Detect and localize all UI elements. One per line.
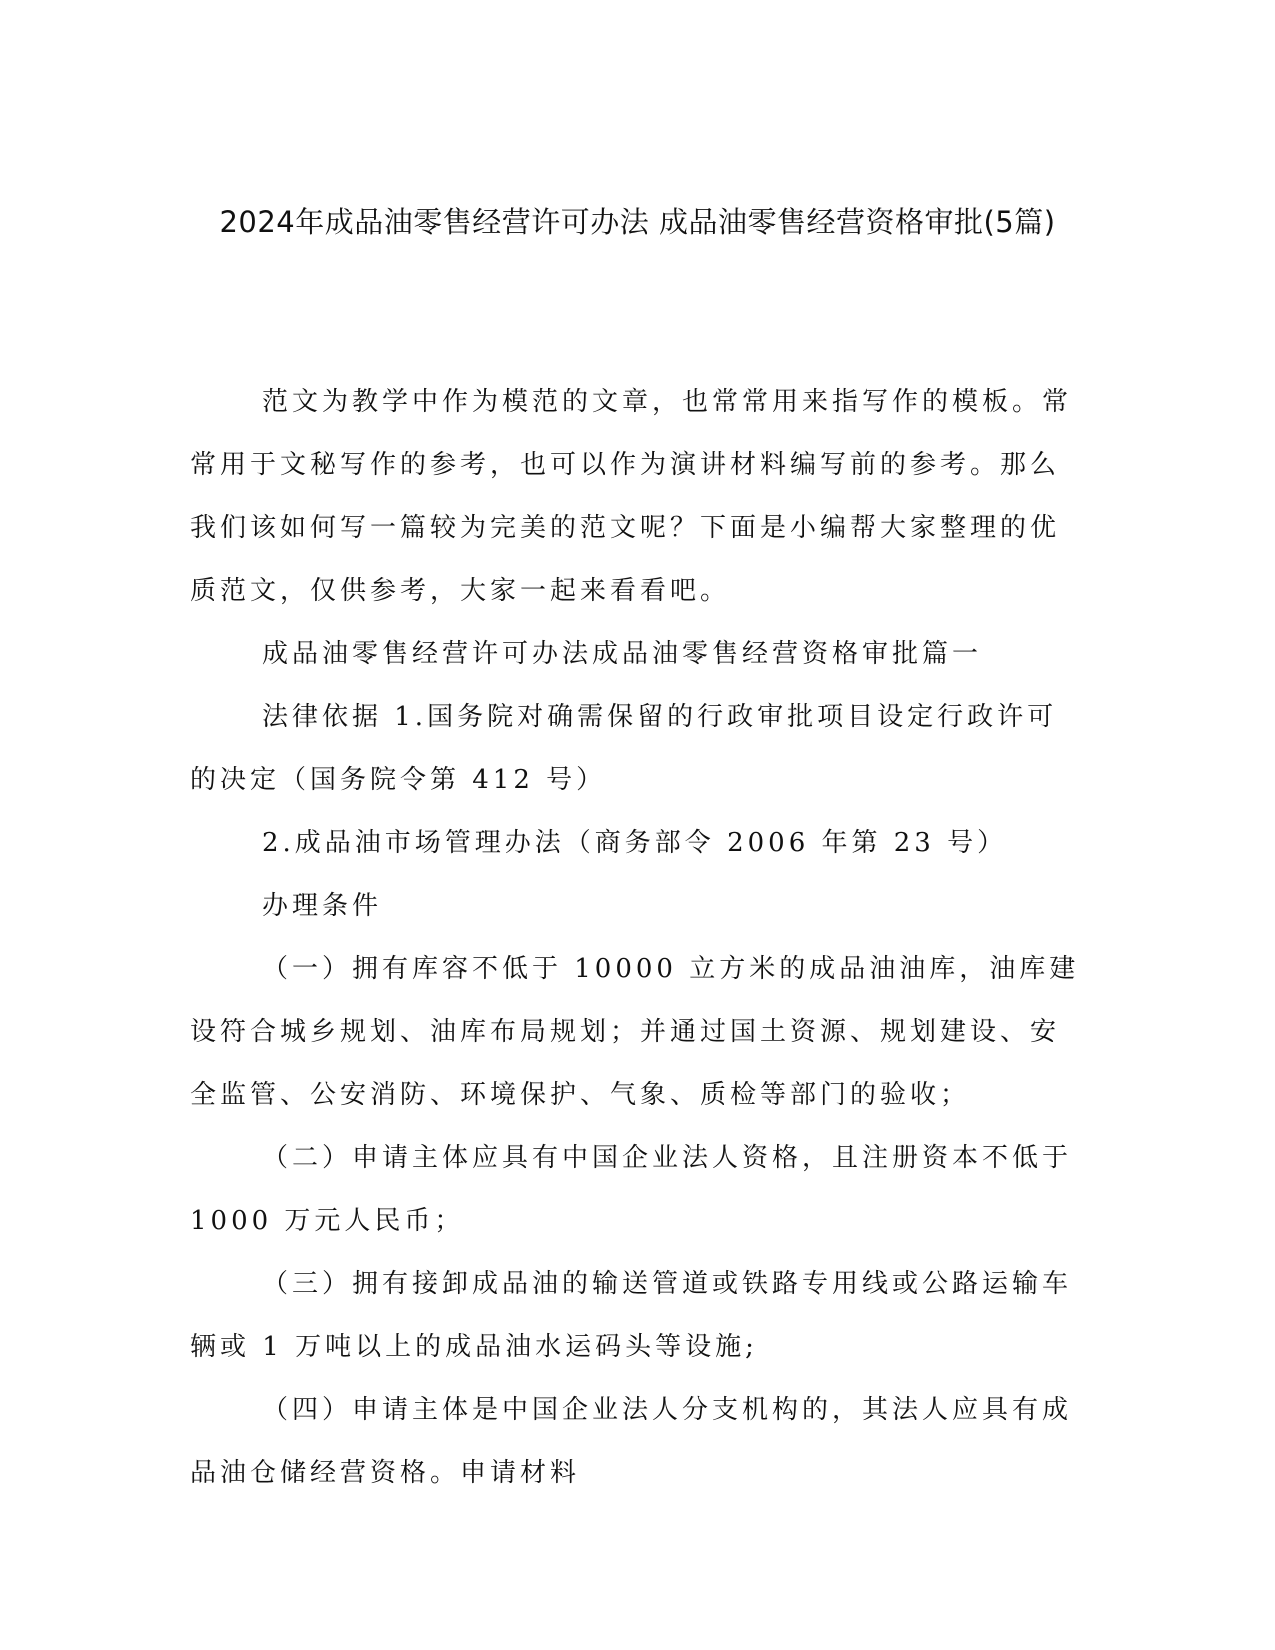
paragraph-section-heading: 成品油零售经营许可办法成品油零售经营资格审批篇一	[262, 639, 983, 669]
document-body	[190, 371, 1080, 1505]
paragraph-condition-1: （一）拥有库容不低于 10000 立方米的成品油油库，油库建设符合城乡规划、油库布局规划；并通过国土资源、规划建设、安全监管、公安消防、环境保护、气象、质检等部门的验收；	[190, 954, 1080, 1110]
paragraph-legal-basis-2: 2.成品油市场管理办法（商务部令 2006 年第 23 号）	[262, 828, 1008, 858]
document-title: 2024年成品油零售经营许可办法 成品油零售经营资格审批(5篇)	[219, 205, 1056, 239]
paragraph-intro: 范文为教学中作为模范的文章，也常常用来指写作的模板。常常用于文秘写作的参考，也可以作为演讲材料编写前的参考。那么我们该如何写一篇较为完美的范文呢？下面是小编帮大家整理的优质范文，仅供参考，大家一起来看看吧。	[190, 387, 1073, 606]
paragraph-legal-basis-1: 法律依据 1.国务院对确需保留的行政审批项目设定行政许可的决定（国务院令第 412 号）	[190, 702, 1058, 795]
paragraph-condition-2: （二）申请主体应具有中国企业法人资格，且注册资本不低于 1000 万元人民币；	[190, 1143, 1073, 1236]
paragraph-condition-4: （四）申请主体是中国企业法人分支机构的，其法人应具有成品油仓储经营资格。申请材料	[190, 1395, 1073, 1488]
paragraph-conditions-heading: 办理条件	[262, 891, 383, 921]
paragraph-condition-3: （三）拥有接卸成品油的输送管道或铁路专用线或公路运输车辆或 1 万吨以上的成品油水运码头等设施;	[190, 1269, 1073, 1362]
